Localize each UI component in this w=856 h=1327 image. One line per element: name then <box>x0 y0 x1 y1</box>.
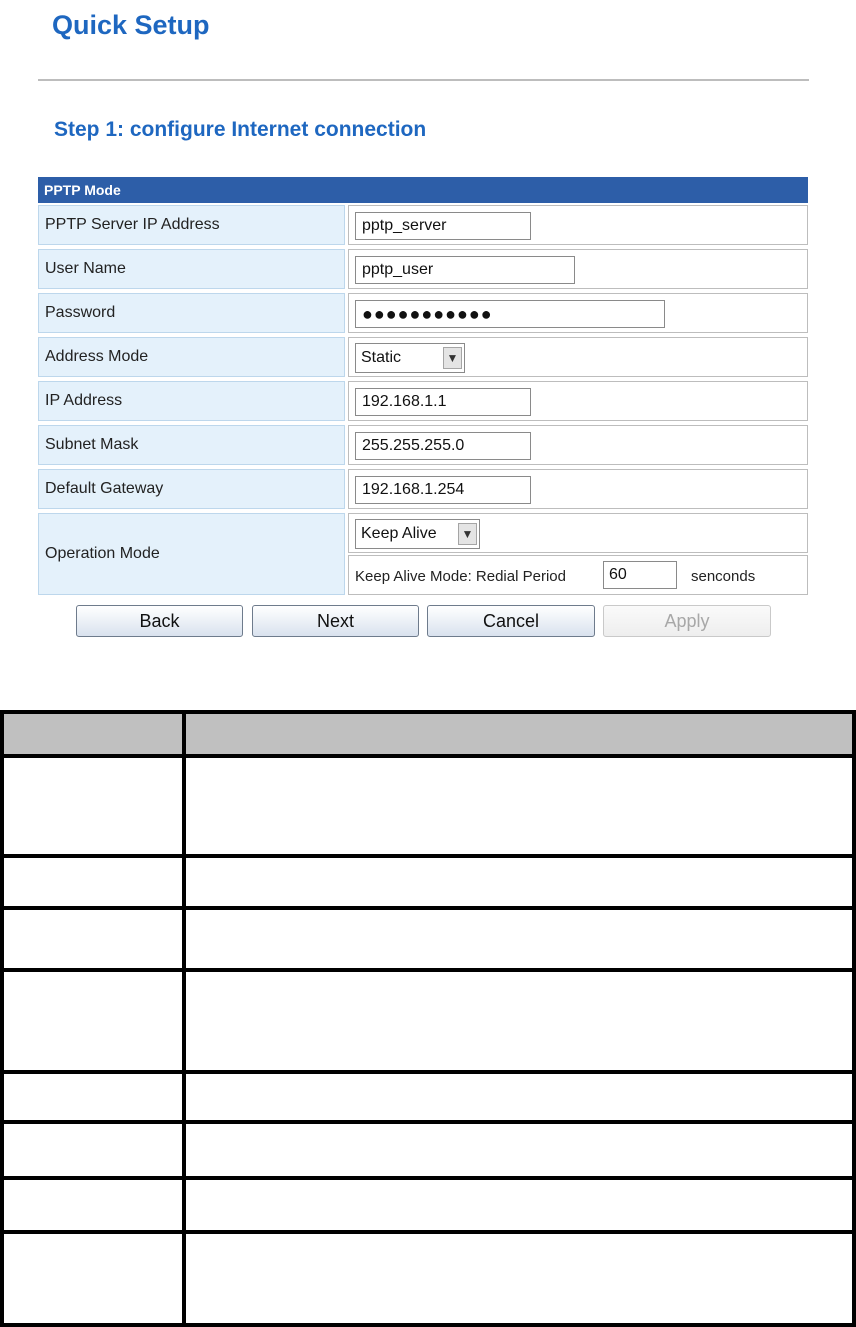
title-divider <box>38 79 809 81</box>
table-cell <box>2 970 184 1072</box>
table-cell <box>184 856 854 908</box>
table-row <box>2 1072 854 1122</box>
ip-input[interactable] <box>355 388 531 416</box>
table-cell <box>184 756 854 856</box>
table-cell <box>2 1232 184 1325</box>
address-mode-cell <box>348 337 808 377</box>
password-cell <box>348 293 808 333</box>
server-label: PPTP Server IP Address <box>38 205 345 245</box>
cancel-button[interactable]: Cancel <box>427 605 595 637</box>
page-title: Quick Setup <box>52 10 210 40</box>
operation-mode-label: Operation Mode <box>38 513 345 595</box>
subnet-cell <box>348 425 808 465</box>
table-cell <box>2 1178 184 1232</box>
ip-cell <box>348 381 808 421</box>
table-cell <box>184 1178 854 1232</box>
address-mode-label: Address Mode <box>38 337 345 377</box>
password-row <box>38 291 808 335</box>
table-cell <box>184 1122 854 1178</box>
table-row <box>2 756 854 856</box>
redial-unit: senconds <box>691 568 756 585</box>
table-row <box>2 1122 854 1178</box>
table-row <box>2 856 854 908</box>
table-cell <box>2 1072 184 1122</box>
back-button[interactable]: Back <box>76 605 243 637</box>
username-cell <box>348 249 808 289</box>
table-cell <box>2 856 184 908</box>
operation-mode-row <box>38 511 808 597</box>
redial-label: Keep Alive Mode: Redial Period <box>355 568 566 585</box>
table-row <box>2 908 854 970</box>
section-header: PPTP Mode <box>38 177 808 203</box>
table-row <box>2 970 854 1072</box>
table-cell <box>2 908 184 970</box>
ip-row <box>38 379 808 423</box>
gateway-row <box>38 467 808 511</box>
table-cell <box>184 1232 854 1325</box>
step-title: Step 1: configure Internet connection <box>54 118 427 141</box>
ip-label: IP Address <box>38 381 345 421</box>
next-button[interactable]: Next <box>252 605 419 637</box>
table-cell <box>2 756 184 856</box>
gateway-label: Default Gateway <box>38 469 345 509</box>
operation-mode-value: Keep Alive <box>361 525 437 542</box>
username-label: User Name <box>38 249 345 289</box>
table-cell <box>184 1072 854 1122</box>
server-input[interactable] <box>355 212 531 240</box>
table-cell <box>184 908 854 970</box>
address-mode-value: Static <box>361 349 402 366</box>
table-row <box>2 1232 854 1325</box>
gateway-cell <box>348 469 808 509</box>
address-mode-row <box>38 335 808 379</box>
subnet-row <box>38 423 808 467</box>
username-input[interactable] <box>355 256 575 284</box>
redial-cell <box>348 555 808 595</box>
operation-mode-cell <box>348 513 808 553</box>
server-row <box>38 203 808 247</box>
table-cell <box>2 1122 184 1178</box>
operation-mode-select[interactable] <box>355 519 480 549</box>
table-row <box>2 1178 854 1232</box>
table-cell <box>184 970 854 1072</box>
password-label: Password <box>38 293 345 333</box>
chevron-down-icon[interactable]: ▼ <box>443 347 462 369</box>
description-table <box>0 710 856 1327</box>
apply-button[interactable]: Apply <box>603 605 771 637</box>
address-mode-select[interactable] <box>355 343 465 373</box>
table-header-cell <box>184 712 854 756</box>
subnet-label: Subnet Mask <box>38 425 345 465</box>
table-header-row <box>2 712 854 756</box>
table-header-cell <box>2 712 184 756</box>
pptp-form <box>38 177 808 597</box>
server-cell <box>348 205 808 245</box>
username-row <box>38 247 808 291</box>
password-input[interactable] <box>355 300 665 328</box>
subnet-input[interactable] <box>355 432 531 460</box>
gateway-input[interactable] <box>355 476 531 504</box>
chevron-down-icon[interactable]: ▼ <box>458 523 477 545</box>
redial-period-input[interactable]: 60 <box>603 561 677 589</box>
